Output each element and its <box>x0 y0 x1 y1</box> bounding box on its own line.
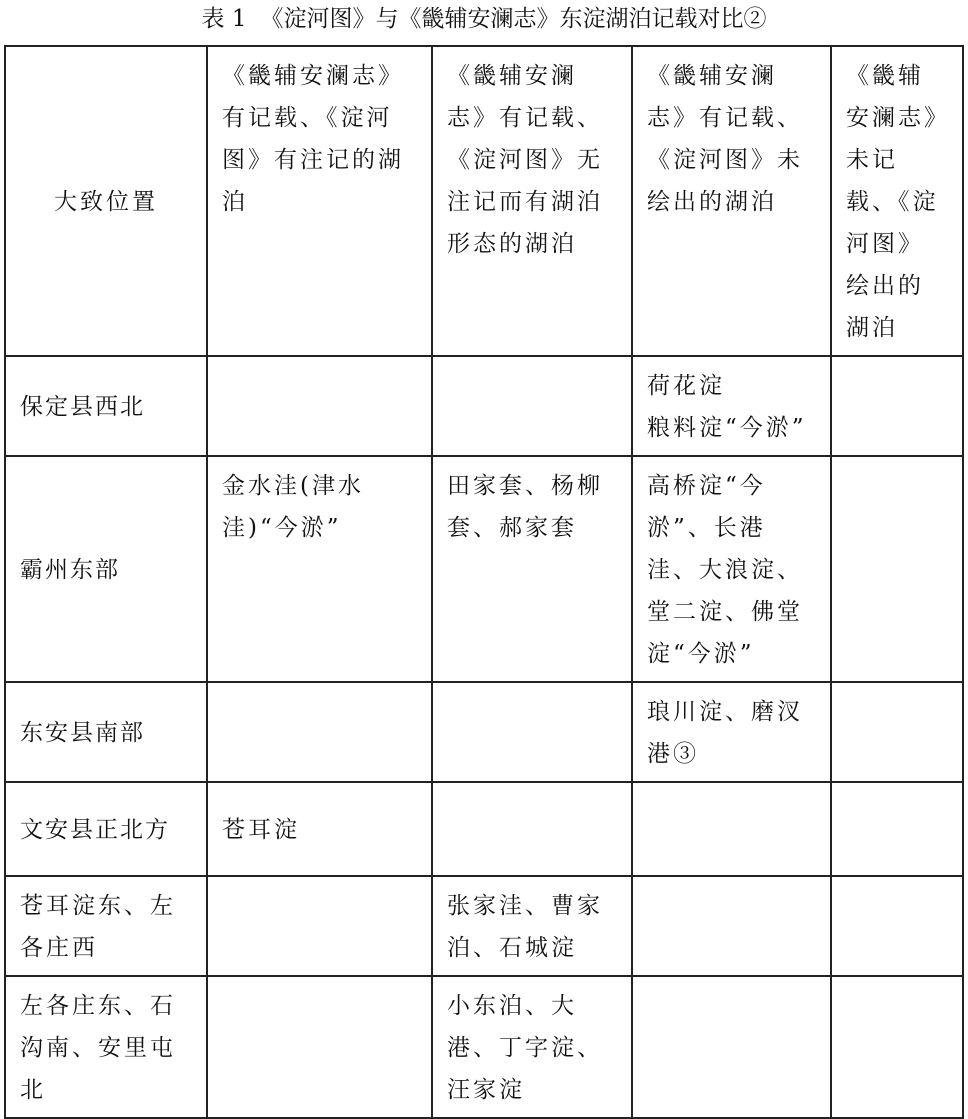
header-recorded-annotated: 《畿辅安澜志》有记载、《淀河图》有注记的湖泊 <box>207 46 432 356</box>
table-cell <box>207 356 432 456</box>
table-cell <box>207 976 432 1118</box>
table-cell <box>432 782 632 876</box>
header-not-recorded-drawn: 《畿辅安澜志》未记载、《淀河图》绘出的湖泊 <box>831 46 963 356</box>
table-cell <box>207 876 432 976</box>
table-cell-location: 左各庄东、石沟南、安里屯北 <box>5 976 207 1118</box>
table-cell <box>831 782 963 876</box>
table-row <box>5 682 963 782</box>
table-row <box>5 356 963 456</box>
header-recorded-shape-only: 《畿辅安澜志》有记载、《淀河图》无注记而有湖泊形态的湖泊 <box>432 46 632 356</box>
table-cell <box>632 976 831 1118</box>
table-cell: 琅川淀、磨汊港③ <box>632 682 831 782</box>
table-cell: 荷花淀 粮料淀“今淤” <box>632 356 831 456</box>
table-cell-location: 文安县正北方 <box>5 782 207 876</box>
table-cell <box>831 682 963 782</box>
table-cell <box>432 356 632 456</box>
header-location: 大致位置 <box>5 46 207 356</box>
table-cell: 小东泊、大港、丁字淀、汪家淀 <box>432 976 632 1118</box>
table-row <box>5 782 963 876</box>
table-cell <box>831 876 963 976</box>
table-number: 表 1 <box>201 6 247 32</box>
table-cell-location: 苍耳淀东、左各庄西 <box>5 876 207 976</box>
table-cell: 高桥淀“今淤”、长港洼、大浪淀、堂二淀、佛堂淀“今淤” <box>632 456 831 682</box>
table-cell: 田家套、杨柳套、郝家套 <box>432 456 632 682</box>
table-cell <box>831 976 963 1118</box>
table-cell-location: 霸州东部 <box>5 456 207 682</box>
table-cell: 苍耳淀 <box>207 782 432 876</box>
table-cell <box>632 876 831 976</box>
table-cell: 金水洼(津水洼)“今淤” <box>207 456 432 682</box>
table-caption <box>0 4 968 34</box>
table-cell <box>632 782 831 876</box>
table-cell <box>207 682 432 782</box>
table-cell-location: 东安县南部 <box>5 682 207 782</box>
table-cell <box>432 682 632 782</box>
comparison-table <box>4 45 964 1119</box>
table-title: 《淀河图》与《畿辅安澜志》东淀湖泊记载对比② <box>260 6 767 32</box>
table-cell <box>831 356 963 456</box>
header-recorded-not-drawn: 《畿辅安澜志》有记载、《淀河图》未绘出的湖泊 <box>632 46 831 356</box>
table-header-row <box>5 46 963 356</box>
table-row <box>5 456 963 682</box>
table-cell-location: 保定县西北 <box>5 356 207 456</box>
table-cell <box>831 456 963 682</box>
table-row <box>5 876 963 976</box>
table-row <box>5 976 963 1118</box>
table-cell: 张家洼、曹家泊、石城淀 <box>432 876 632 976</box>
